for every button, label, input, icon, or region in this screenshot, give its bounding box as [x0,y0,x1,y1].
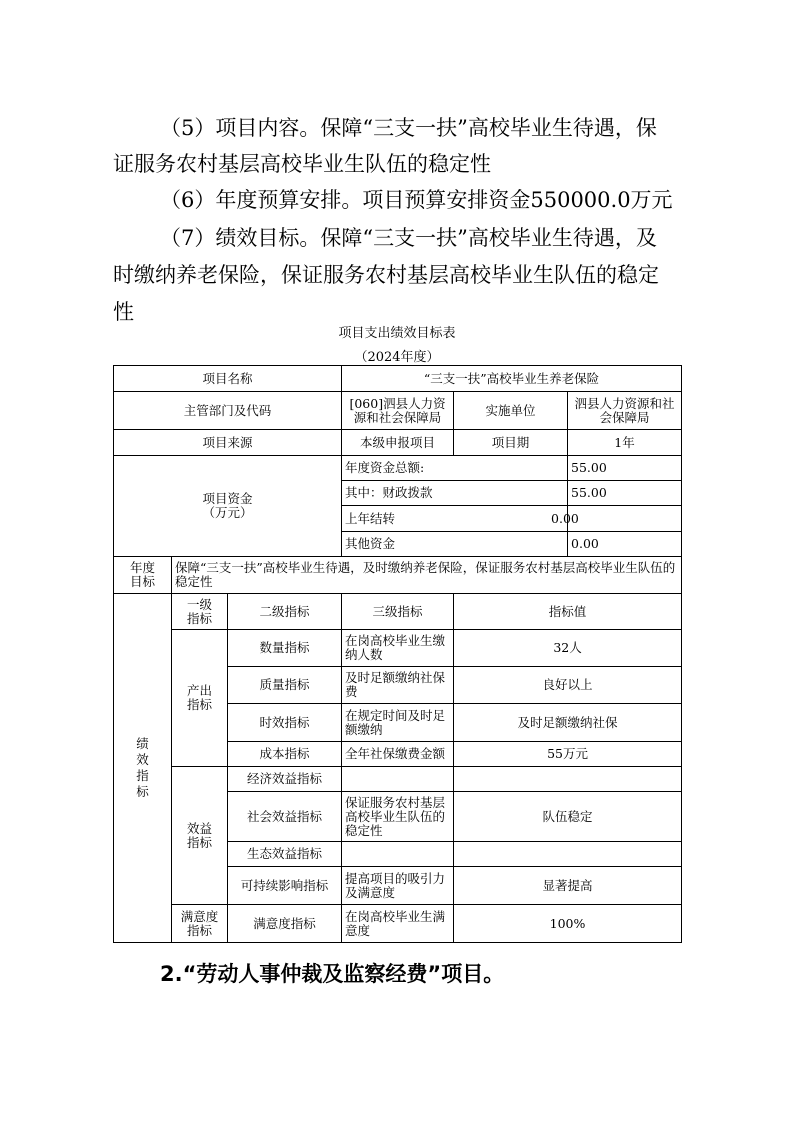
table-year: （2024年度） [354,350,440,365]
funds-total-label: 年度资金总额: [342,456,568,481]
table-row [114,557,682,594]
table-row [114,905,682,943]
header-level3: 三级指标 [342,594,454,630]
perf-indicator-label [114,594,172,943]
benefit-value: 队伍稳定 [454,792,682,842]
project-period-value: 1年 [568,430,682,456]
paragraph-item5-line1: （5）项目内容。保障“三支一扶”高校毕业生待遇，保 [160,116,657,140]
output-l2: 数量指标 [228,630,342,667]
output-l2: 时效指标 [228,704,342,742]
project-funds-label-text: 项目资金（万元） [202,491,253,520]
section-heading-2: 2.“劳动人事仲裁及监察经费”项目。 [160,962,505,986]
dept-value: [060]泗县人力资源和社会保障局 [342,392,454,430]
satisfaction-l2: 满意度指标 [228,905,342,943]
paragraph-item7-line2: 时缴纳养老保险，保证服务农村基层高校毕业生队伍的稳定 [113,263,659,287]
benefit-group-label-text: 效益指标 [186,820,212,850]
output-group-label-text: 产出指标 [186,683,212,712]
project-period-label: 项目期 [454,430,568,456]
output-value: 55万元 [454,742,682,767]
table-row [114,630,682,667]
funds-other-label: 其他资金 [342,532,568,557]
table-row [114,594,682,630]
paragraph-item6: （6）年度预算安排。项目预算安排资金550000.0万元 [160,188,673,212]
benefit-value [454,767,682,792]
output-l3: 在规定时间及时足额缴纳 [342,704,454,742]
output-l2: 成本指标 [228,742,342,767]
satisfaction-l3: 在岗高校毕业生满意度 [342,905,454,943]
annual-goal-label-text: 年度目标 [129,560,155,589]
funds-carryover-label: 上年结转 [342,506,568,532]
benefit-l2: 可持续影响指标 [228,867,342,905]
annual-goal-value: 保障“三支一扶”高校毕业生待遇，及时缴纳养老保险，保证服务农村基层高校毕业生队伍的稳定性 [172,557,682,594]
funds-total-value: 55.00 [568,456,682,481]
table-row [114,456,682,481]
table-row [114,767,682,792]
annual-goal-label [114,557,172,594]
satisfaction-group-label-text: 满意度指标 [180,908,219,938]
paragraph-item7-line3: 性 [113,300,134,324]
table-row [114,392,682,430]
project-source-value: 本级申报项目 [342,430,454,456]
paragraph-item7-line1: （7）绩效目标。保障“三支一扶”高校毕业生待遇，及 [160,226,657,250]
project-name-value: “三支一扶”高校毕业生养老保险 [342,366,682,392]
funds-fiscal-value: 55.00 [568,481,682,506]
output-l3: 全年社保缴费金额 [342,742,454,767]
funds-fiscal-label: 其中：财政拨款 [342,481,568,506]
benefit-l2: 社会效益指标 [228,792,342,842]
paragraph-item5-line2: 证服务农村基层高校毕业生队伍的稳定性 [113,152,491,176]
project-source-label: 项目来源 [114,430,342,456]
dept-label: 主管部门及代码 [114,392,342,430]
header-value: 指标值 [454,594,682,630]
project-funds-label [114,456,342,557]
output-l3: 在岗高校毕业生缴纳人数 [342,630,454,667]
satisfaction-value: 100% [454,905,682,943]
funds-carryover-value [551,506,682,532]
funds-carryover-value-text: 0.00 [551,510,579,526]
benefit-l3 [342,767,454,792]
output-value: 及时足额缴纳社保 [454,704,682,742]
impl-unit-label: 实施单位 [454,392,568,430]
output-value: 32人 [454,630,682,667]
project-name-label: 项目名称 [114,366,342,392]
header-level1-text: 一级指标 [186,596,212,626]
benefit-l3: 提高项目的吸引力及满意度 [342,867,454,905]
table-row [114,430,682,456]
funds-other-value: 0.00 [568,532,682,557]
header-level2: 二级指标 [228,594,342,630]
output-l3: 及时足额缴纳社保费 [342,667,454,704]
benefit-l2: 经济效益指标 [228,767,342,792]
table-title: 项目支出绩效目标表 [338,326,456,341]
perf-indicator-label-text: 绩效指标 [136,736,149,799]
benefit-l2: 生态效益指标 [228,842,342,867]
satisfaction-group-label [172,905,228,943]
benefit-l3 [342,842,454,867]
table-row [114,366,682,392]
benefit-group-label [172,767,228,905]
output-group-label [172,630,228,767]
header-level1 [172,594,228,630]
impl-unit-value: 泗县人力资源和社会保障局 [568,392,682,430]
performance-target-table [113,365,682,943]
output-value: 良好以上 [454,667,682,704]
benefit-l3: 保证服务农村基层高校毕业生队伍的稳定性 [342,792,454,842]
benefit-value: 显著提高 [454,867,682,905]
benefit-value [454,842,682,867]
output-l2: 质量指标 [228,667,342,704]
